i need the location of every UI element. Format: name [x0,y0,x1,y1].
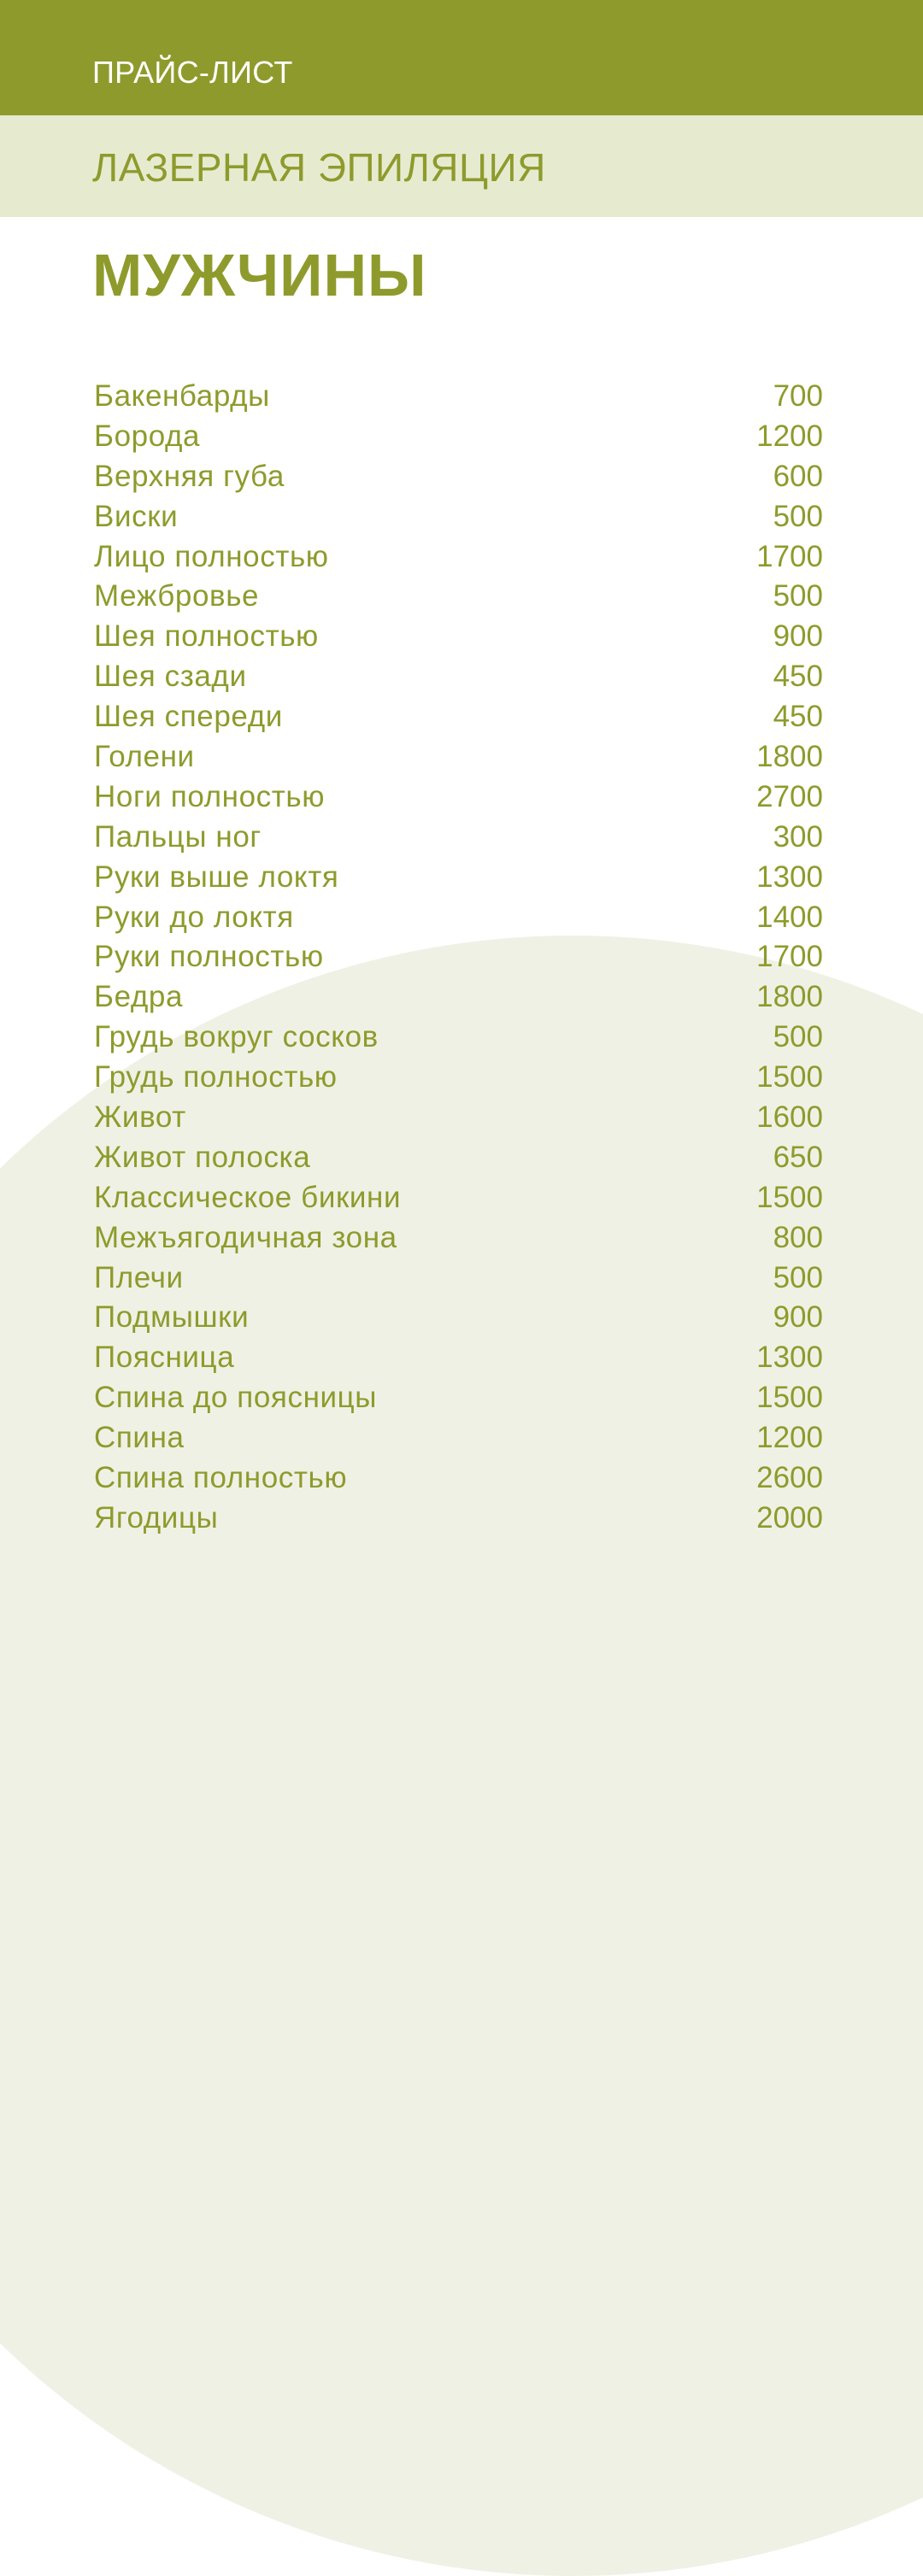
service-price: 1500 [756,1381,823,1415]
price-row [94,1178,823,1218]
service-price: 1200 [756,1421,823,1455]
service-name: Спина полностью [94,1461,348,1495]
service-name: Бедра [94,980,184,1014]
service-price: 500 [773,499,823,533]
service-price: 1800 [756,980,823,1014]
service-price: 1700 [756,539,823,573]
price-row [94,1378,823,1418]
price-row [94,1018,823,1058]
service-name: Шея сзади [94,660,247,694]
price-row [94,858,823,898]
service-name: Лицо полностью [94,539,329,573]
service-price: 1700 [756,940,823,974]
service-name: Ягодицы [94,1500,219,1534]
service-name: Ноги полностью [94,779,326,813]
price-list [94,377,823,1539]
service-name: Поясница [94,1341,235,1375]
service-price: 450 [773,660,823,694]
header-title: ПРАЙС-ЛИСТ [92,55,293,90]
service-name: Руки до локтя [94,900,294,934]
price-row [94,818,823,858]
price-row [94,977,823,1018]
service-price: 2600 [756,1461,823,1495]
category-band [0,115,923,217]
price-row [94,1499,823,1539]
service-price: 500 [773,1020,823,1054]
service-price: 1400 [756,900,823,934]
service-price: 1800 [756,740,823,774]
service-price: 800 [773,1220,823,1254]
price-row [94,937,823,977]
price-row [94,1218,823,1259]
price-row [94,1259,823,1299]
service-price: 500 [773,1260,823,1294]
price-row [94,1298,823,1338]
service-price: 600 [773,459,823,493]
service-name: Грудь вокруг сосков [94,1020,379,1054]
category-title: ЛАЗЕРНАЯ ЭПИЛЯЦИЯ [92,145,546,190]
service-name: Руки полностью [94,940,324,974]
price-row [94,617,823,657]
service-name: Живот [94,1100,186,1135]
service-name: Верхняя губа [94,459,285,493]
price-row [94,1098,823,1138]
service-price: 700 [773,379,823,413]
price-row [94,657,823,697]
price-row [94,898,823,938]
service-price: 1500 [756,1180,823,1214]
service-name: Подмышки [94,1300,250,1335]
service-price: 300 [773,819,823,854]
service-price: 450 [773,700,823,734]
service-name: Голени [94,740,195,774]
header-bar [0,0,923,115]
price-row [94,1458,823,1499]
service-price: 1300 [756,1341,823,1375]
service-price: 2000 [756,1500,823,1534]
service-name: Грудь полностью [94,1060,338,1094]
price-row [94,417,823,457]
service-name: Виски [94,499,179,533]
service-name: Бакенбарды [94,379,270,413]
price-row [94,737,823,777]
service-price: 2700 [756,779,823,813]
service-name: Классическое бикини [94,1180,402,1214]
service-name: Руки выше локтя [94,860,339,894]
price-row [94,1058,823,1098]
service-name: Борода [94,419,201,453]
service-price: 650 [773,1140,823,1174]
price-row [94,537,823,578]
service-name: Живот полоска [94,1140,311,1174]
service-name: Межбровье [94,579,260,613]
service-name: Спина [94,1421,185,1455]
price-row [94,497,823,537]
service-price: 900 [773,619,823,654]
service-name: Шея полностью [94,619,319,654]
service-name: Межъягодичная зона [94,1220,397,1254]
service-price: 500 [773,579,823,613]
price-row [94,1138,823,1178]
price-row [94,577,823,617]
price-row [94,777,823,818]
service-price: 1200 [756,419,823,453]
service-name: Спина до поясницы [94,1381,378,1415]
service-name: Пальцы ног [94,819,262,854]
service-name: Шея спереди [94,700,283,734]
service-price: 1500 [756,1060,823,1094]
service-price: 1600 [756,1100,823,1135]
price-row [94,1338,823,1378]
service-name: Плечи [94,1260,184,1294]
service-price: 900 [773,1300,823,1335]
price-row [94,457,823,497]
section-title: МУЖЧИНЫ [92,242,427,308]
price-row [94,697,823,737]
service-price: 1300 [756,860,823,894]
price-row [94,377,823,417]
price-row [94,1418,823,1458]
